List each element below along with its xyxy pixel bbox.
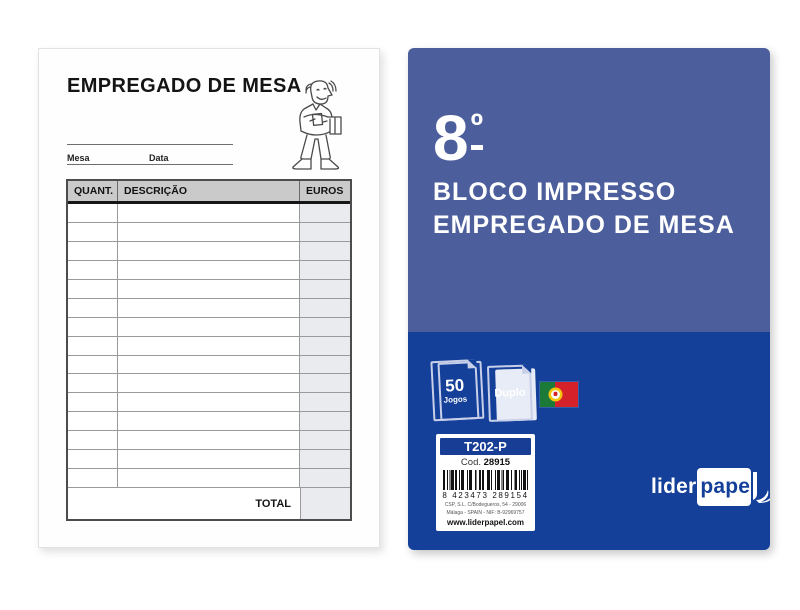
euros-cell — [300, 356, 350, 374]
logo-text-lider: lider — [651, 475, 697, 498]
product-code: Cod. 28915 — [460, 457, 511, 468]
table-row — [68, 393, 350, 412]
quant-cell — [68, 450, 118, 468]
product-info-box — [436, 434, 535, 531]
table-row — [68, 242, 350, 261]
quant-cell — [68, 469, 118, 487]
manufacturer-address-line1: CSP, S.L. C/Bodegueros, 54 - 29006 — [444, 502, 527, 508]
euros-cell — [300, 412, 350, 430]
jogos-label: Jogos — [443, 394, 468, 405]
table-row — [68, 450, 350, 469]
leaf-l-icon — [749, 470, 770, 504]
duplo-label: Duplo — [494, 386, 526, 400]
descricao-cell — [118, 356, 300, 374]
euros-cell — [300, 261, 350, 279]
liderpapel-logo — [651, 468, 770, 506]
descricao-cell — [118, 450, 300, 468]
quant-cell — [68, 299, 118, 317]
descricao-cell — [118, 318, 300, 336]
sheet-front-icon — [487, 364, 533, 422]
table-row — [68, 412, 350, 431]
descricao-cell — [118, 204, 300, 222]
cover-title-line1: BLOCO IMPRESSO — [433, 178, 677, 206]
quant-cell — [68, 318, 118, 336]
folded-corner-icon — [467, 359, 476, 368]
manufacturer-address-line2: Málaga - SPAIN - NIF: B-92969757 — [446, 510, 525, 516]
jogos-count-icon — [430, 359, 485, 426]
euros-cell — [300, 431, 350, 449]
duplo-icon — [487, 364, 541, 426]
quant-cell — [68, 280, 118, 298]
table-row — [68, 223, 350, 242]
descricao-cell — [118, 374, 300, 392]
mesa-data-line — [67, 164, 233, 165]
descricao-cell — [118, 393, 300, 411]
barcode-digits: 8 423473 289154 — [442, 491, 529, 500]
descricao-cell — [118, 337, 300, 355]
table-row — [68, 318, 350, 337]
euros-cell — [300, 374, 350, 392]
table-row — [68, 280, 350, 299]
mesa-field-label: Mesa — [67, 153, 90, 163]
euros-cell — [300, 469, 350, 487]
quant-cell — [68, 337, 118, 355]
descricao-cell — [118, 299, 300, 317]
total-label: TOTAL — [255, 497, 291, 510]
euros-cell — [300, 204, 350, 222]
euros-cell — [300, 242, 350, 260]
table-row — [68, 261, 350, 280]
cover-title-line2: EMPREGADO DE MESA — [433, 211, 735, 239]
col-header-descricao: DESCRIÇÃO — [118, 181, 300, 201]
quant-cell — [68, 356, 118, 374]
euros-cell — [300, 299, 350, 317]
barcode — [443, 470, 528, 490]
folded-corner-icon — [522, 364, 531, 373]
writing-line — [67, 144, 233, 145]
form-title: EMPREGADO DE MESA — [67, 75, 302, 97]
order-form-pad — [38, 48, 380, 548]
euros-cell — [300, 337, 350, 355]
descricao-cell — [118, 469, 300, 487]
cover-title — [433, 176, 735, 242]
col-header-quant: QUANT. — [68, 181, 118, 201]
portugal-flag-icon — [540, 382, 578, 407]
quant-cell — [68, 431, 118, 449]
descricao-cell — [118, 280, 300, 298]
order-table — [66, 179, 352, 521]
data-field-label: Data — [149, 153, 169, 163]
sheet-front-icon — [430, 359, 479, 421]
descricao-cell — [118, 261, 300, 279]
table-row — [68, 469, 350, 488]
flag-emblem-icon — [548, 387, 563, 402]
table-row — [68, 356, 350, 375]
quant-cell — [68, 412, 118, 430]
table-body — [68, 204, 350, 488]
quant-cell — [68, 261, 118, 279]
total-euros-cell — [300, 488, 350, 519]
euros-cell — [300, 223, 350, 241]
descricao-cell — [118, 431, 300, 449]
product-ref: T202-P — [440, 438, 531, 455]
website-text: www.liderpapel.com — [446, 518, 525, 527]
format-number: 8 — [433, 102, 470, 174]
table-row — [68, 374, 350, 393]
quant-cell — [68, 223, 118, 241]
table-row — [68, 204, 350, 223]
jogos-value: 50 — [444, 375, 465, 396]
format-size — [433, 102, 484, 174]
waiter-illustration — [285, 77, 347, 177]
logo-box: pape — [697, 468, 751, 506]
quant-cell — [68, 204, 118, 222]
format-ordinal: º — [471, 109, 483, 150]
euros-cell — [300, 393, 350, 411]
table-header-row — [68, 181, 350, 204]
descricao-cell — [118, 412, 300, 430]
quant-cell — [68, 242, 118, 260]
quant-cell — [68, 393, 118, 411]
euros-cell — [300, 280, 350, 298]
descricao-cell — [118, 223, 300, 241]
product-cover — [408, 48, 770, 550]
descricao-cell — [118, 242, 300, 260]
table-row — [68, 299, 350, 318]
table-row — [68, 431, 350, 450]
euros-cell — [300, 450, 350, 468]
quant-cell — [68, 374, 118, 392]
euros-cell — [300, 318, 350, 336]
col-header-euros: EUROS — [306, 185, 344, 197]
table-row — [68, 337, 350, 356]
total-row — [68, 488, 350, 519]
